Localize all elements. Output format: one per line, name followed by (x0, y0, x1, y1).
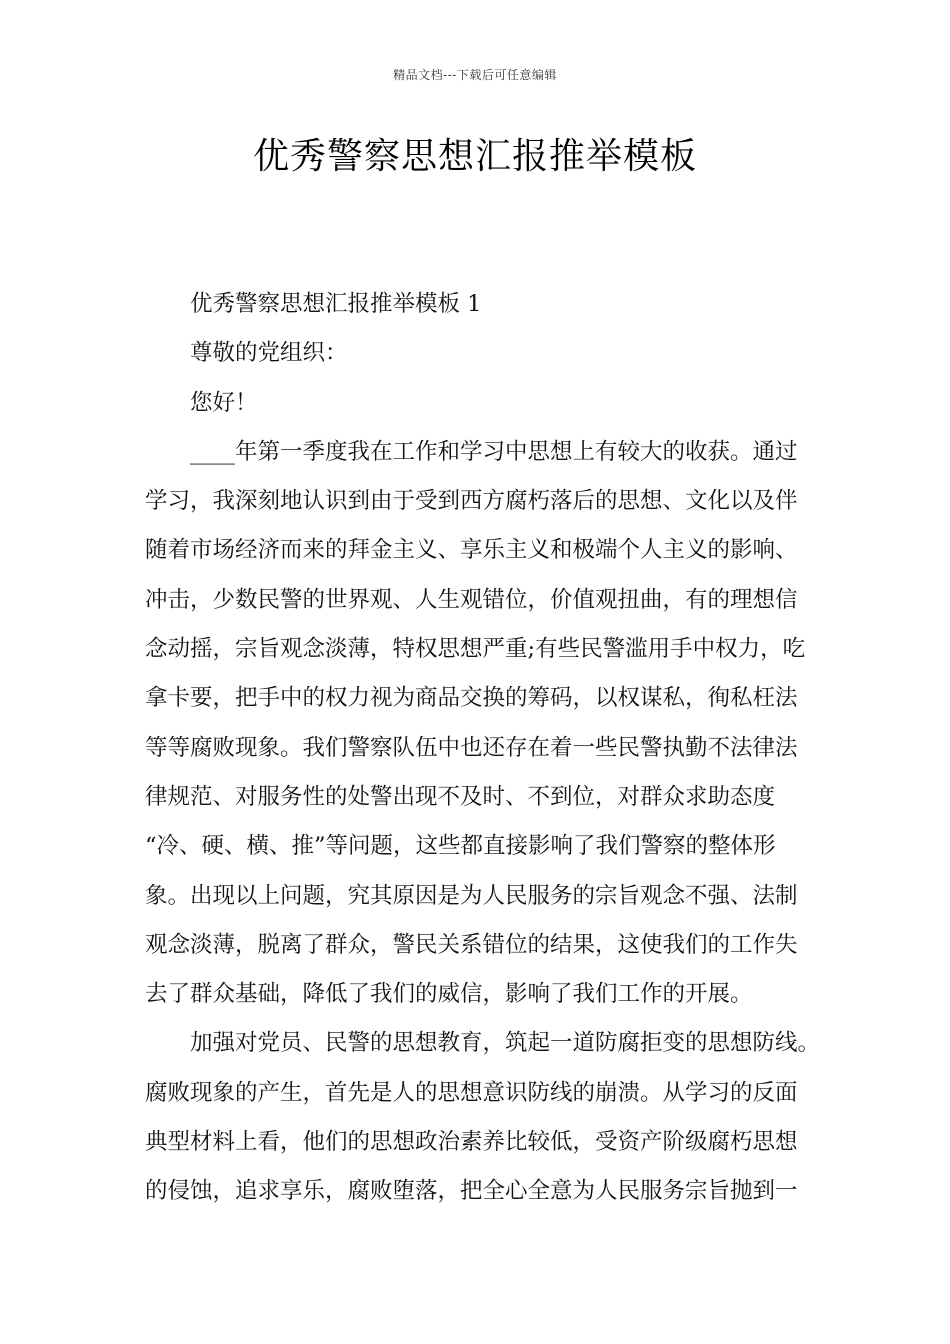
document-subtitle: 优秀警察思想汇报推举模板 1 (190, 291, 482, 317)
paragraph-line: 拿卡要，把手中的权力视为商品交换的筹码，以权谋私，徇私枉法 (145, 685, 798, 712)
paragraph-line: 随着市场经济而来的拜金主义、享乐主义和极端个人主义的影响、 (145, 537, 798, 564)
paragraph-line: 学习，我深刻地认识到由于受到西方腐朽落后的思想、文化以及伴 (145, 488, 798, 515)
paragraph-line: 典型材料上看，他们的思想政治素养比较低，受资产阶级腐朽思想 (145, 1129, 798, 1156)
paragraph-line: 念动摇，宗旨观念淡薄，特权思想严重;有些民警滥用手中权力，吃 (145, 636, 806, 663)
paragraph-line: 去了群众基础，降低了我们的威信，影响了我们工作的开展。 (145, 981, 753, 1008)
document-body (145, 280, 825, 1217)
paragraph-line: 加强对党员、民警的思想教育，筑起一道防腐拒变的思想防线。 (190, 1030, 821, 1057)
paragraph-line: “冷、硬、横、推”等问题，这些都直接影响了我们警察的整体形 (145, 833, 776, 860)
paragraph-line: 等等腐败现象。我们警察队伍中也还存在着一些民警执勤不法律法 (145, 734, 798, 761)
paragraph-line: 腐败现象的产生，首先是人的思想意识防线的崩溃。从学习的反面 (145, 1079, 798, 1106)
paragraph-line: 象。出现以上问题，究其原因是为人民服务的宗旨观念不强、法制 (145, 882, 798, 909)
page-header-note: 精品文档---下载后可任意编辑 (393, 68, 557, 82)
paragraph-line: 观念淡薄，脱离了群众，警民关系错位的结果，这使我们的工作失 (145, 931, 798, 958)
paragraph-1 (145, 428, 825, 1020)
paragraph-line: 律规范、对服务性的处警出现不及时、不到位，对群众求助态度 (145, 783, 776, 810)
paragraph-line: 的侵蚀，追求享乐，腐败堕落，把全心全意为人民服务宗旨抛到一 (145, 1178, 798, 1205)
paragraph-line: 冲击，少数民警的世界观、人生观错位，价值观扭曲，有的理想信 (145, 586, 798, 613)
greeting: 您好！ (190, 389, 258, 416)
paragraph-line: ____年第一季度我在工作和学习中思想上有较大的收获。通过 (190, 438, 798, 465)
document-title: 优秀警察思想汇报推举模板 (252, 136, 697, 177)
salutation: 尊敬的党组织： (190, 340, 348, 367)
paragraph-2 (145, 1019, 825, 1216)
